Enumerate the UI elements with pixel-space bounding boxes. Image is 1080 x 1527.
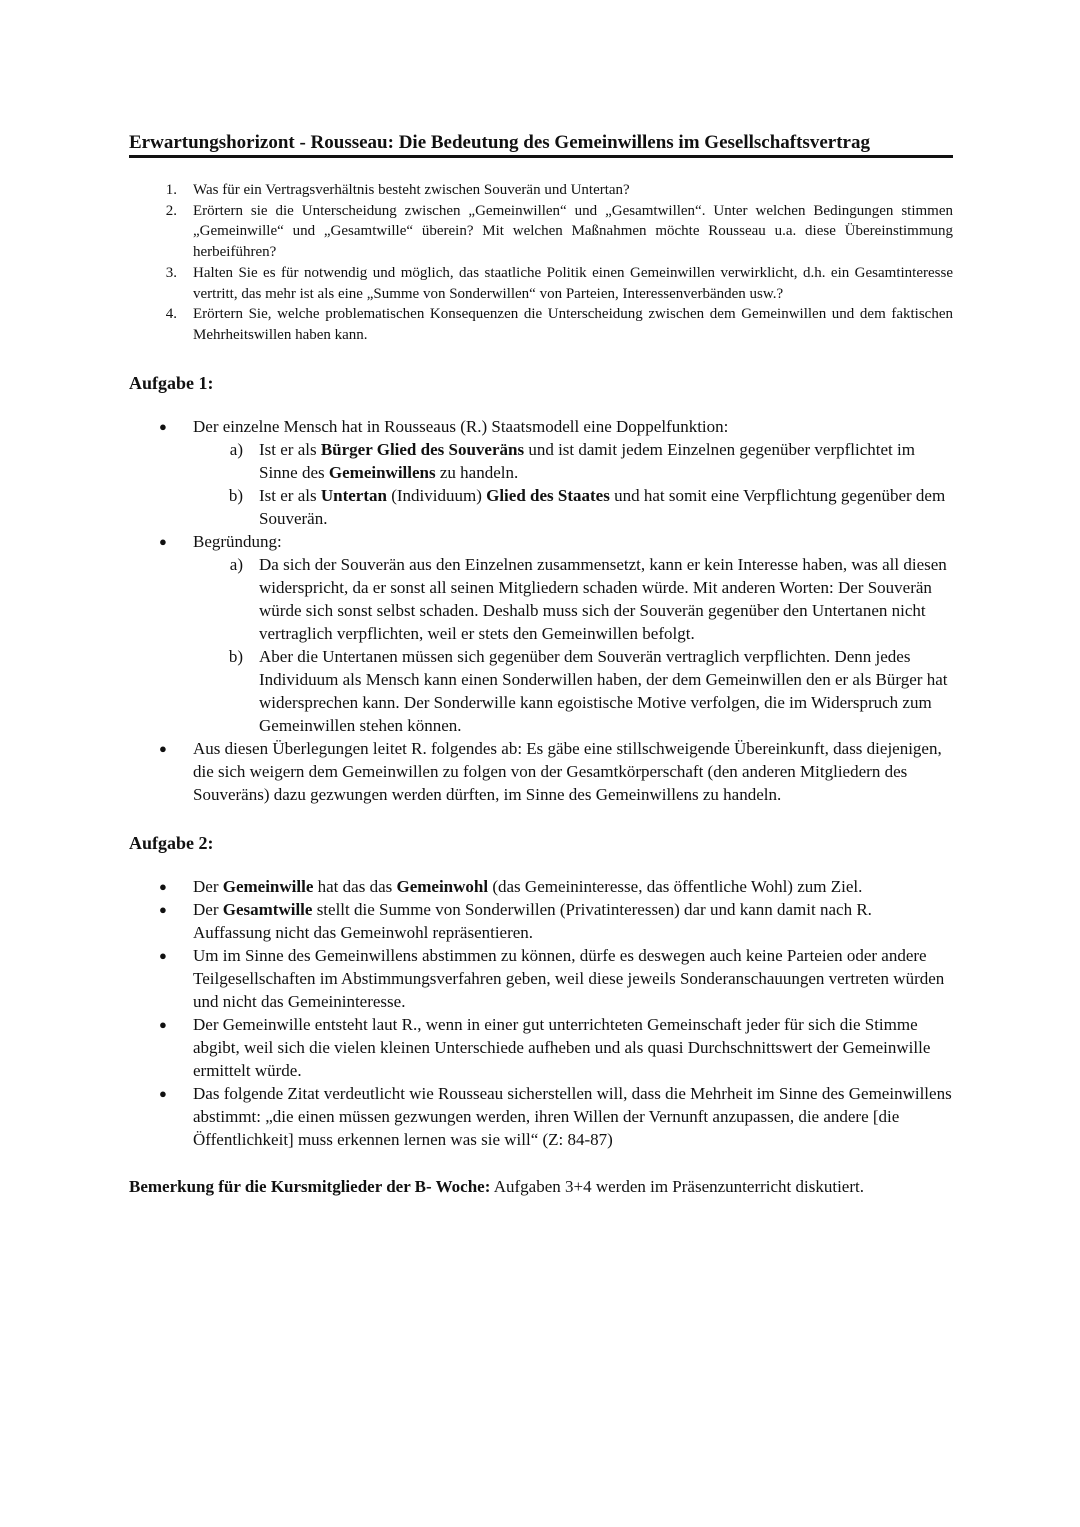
sub-item bbox=[193, 553, 953, 645]
question-item bbox=[129, 304, 953, 345]
document-page bbox=[129, 130, 953, 1198]
list-item bbox=[129, 415, 953, 530]
question-text: Was für ein Vertragsverhältnis besteht zwischen Souverän und Untertan? bbox=[193, 182, 630, 198]
question-text: Halten Sie es für notwendig und möglich, das staatliche Politik einen Gemeinwillen verwirklicht, d.h. ein Gesamtinteresse vertritt, das mehr ist als eine „Summe von Sonderwillen“ von Parteien, Interessenverbänden usw.? bbox=[193, 264, 953, 302]
bullet-icon: ● bbox=[159, 1085, 167, 1101]
text-run: hat das das bbox=[313, 876, 397, 896]
bullet-icon: ● bbox=[159, 533, 167, 549]
bold-term: Gesamtwille bbox=[222, 899, 313, 919]
sub-list bbox=[193, 553, 953, 737]
course-note bbox=[129, 1175, 953, 1198]
bullet-icon: ● bbox=[159, 901, 167, 917]
list-item bbox=[129, 875, 953, 898]
bullet-icon: ● bbox=[159, 418, 167, 434]
sub-item-text: Da sich der Souverän aus den Einzelnen zusammensetzt, kann er kein Interesse haben, was all diesen widerspricht, da er sonst all seinen Mitgliedern schaden würde. Mit anderen Worten: Der Souverän würde sich sonst selbst schaden. Deshalb muss sich der Souverän gegenüber den Untertanen nicht vertraglich verpflichten, weil er stets den Gemeinwillen befolgt. bbox=[259, 554, 947, 643]
bold-term: Gemeinwille bbox=[222, 876, 314, 896]
question-text: Erörtern Sie, welche problematischen Konsequenzen die Unterscheidung zwischen dem Gemeinwillen und dem faktischen Mehrheitswillen haben kann. bbox=[193, 306, 953, 343]
section-heading-aufgabe-2: Aufgabe 2: bbox=[129, 832, 214, 853]
sub-item bbox=[193, 645, 953, 737]
text-run: (Individuum) bbox=[386, 485, 487, 505]
list-item-text: Aus diesen Überlegungen leitet R. folgendes ab: Es gäbe eine stillschweigende Übereinkunft, dass diejenigen, die sich weigern dem Gemeinwillen zu folgen von der Gesamtkörperschaft (den anderen Mitgliedern des Souveräns) dazu gezwungen werden dürften, im Sinne des Gemeinwillens zu handeln. bbox=[193, 738, 942, 804]
question-number: 3. bbox=[165, 264, 177, 281]
text-run: Der bbox=[193, 876, 223, 896]
list-item bbox=[129, 898, 953, 944]
text-run: zu handeln. bbox=[435, 462, 519, 482]
bullet-icon: ● bbox=[159, 1016, 167, 1032]
list-item-text: Der Gemeinwille entsteht laut R., wenn in einer gut unterrichteten Gemeinschaft jeder für sich die Stimme abgibt, weil sich die vielen kleinen Unterschiede aufheben und als quasi Durchschnittswert der Gemeinwille ermittelt würde. bbox=[193, 1014, 931, 1080]
list-item-text: Begründung: bbox=[193, 531, 282, 551]
text-run: und hat somit eine Verpflichtung gegenüber dem Souverän. bbox=[259, 485, 946, 528]
text-run: Ist er als bbox=[259, 485, 321, 505]
note-text: Aufgaben 3+4 werden im Präsenzunterricht diskutiert. bbox=[490, 1176, 864, 1196]
sub-item bbox=[193, 438, 953, 484]
sub-list bbox=[193, 438, 953, 530]
list-item-text: Um im Sinne des Gemeinwillens abstimmen zu können, dürfe es deswegen auch keine Parteien oder andere Teilgesellschaften im Abstimmungsverfahren geben, weil diese jeweils Sonderanschauungen vertreten würden und nicht das Gemeininteresse. bbox=[193, 945, 945, 1011]
list-item-text: Der einzelne Mensch hat in Rousseaus (R.) Staatsmodell eine Doppelfunktion: bbox=[193, 416, 729, 436]
question-item bbox=[129, 263, 953, 304]
aufgabe-2-list bbox=[129, 875, 953, 1151]
question-number: 2. bbox=[165, 202, 177, 219]
bold-term: Bürger Glied des Souveräns bbox=[320, 439, 525, 459]
text-run: Der bbox=[193, 899, 223, 919]
bullet-icon: ● bbox=[159, 740, 167, 756]
text-run: und ist damit jedem Einzelnen gegenüber verpflichtet im Sinne des bbox=[259, 439, 915, 482]
question-number: 4. bbox=[165, 306, 177, 323]
list-item bbox=[129, 944, 953, 1013]
question-text: Erörtern sie die Unterscheidung zwischen „Gemeinwillen“ und „Gesamtwillen“. Unter welchen Bedingungen stimmen „Gemeinwille“ und „Gesamtwille“ überein? Mit welchen Maßnahmen möchte Rousseau u.a. diese Übereinstimmung herbeiführen? bbox=[193, 202, 953, 261]
section-heading-aufgabe-1: Aufgabe 1: bbox=[129, 372, 214, 393]
sub-item-label: a) bbox=[229, 439, 243, 459]
list-item bbox=[129, 737, 953, 806]
list-item-text: Das folgende Zitat verdeutlicht wie Rousseau sicherstellen will, dass die Mehrheit im Sinne des Gemeinwillens abstimmt: „die einen müssen gezwungen werden, ihren Willen der Vernunft anzupassen, die andere [die Öffentlichkeit] muss erkennen lernen was sie will“ (Z: 84-87) bbox=[193, 1083, 952, 1149]
question-item bbox=[129, 201, 953, 263]
page-title: Erwartungshorizont - Rousseau: Die Bedeutung des Gemeinwillens im Gesellschaftsvertrag bbox=[129, 130, 953, 158]
bold-term: Untertan bbox=[320, 485, 387, 505]
aufgabe-1-list bbox=[129, 415, 953, 806]
sub-item bbox=[193, 484, 953, 530]
bullet-icon: ● bbox=[159, 878, 167, 894]
text-run: stellt die Summe von Sonderwillen (Privatinteressen) dar und kann damit nach R. Auffassung nicht das Gemeinwohl repräsentieren. bbox=[193, 899, 872, 942]
bold-term: Gemeinwillens bbox=[328, 462, 436, 482]
text-run: (das Gemeininteresse, das öffentliche Wohl) zum Ziel. bbox=[488, 876, 863, 896]
bold-term: Glied des Staates bbox=[486, 485, 610, 505]
sub-item-label: b) bbox=[228, 646, 243, 666]
question-item bbox=[129, 180, 953, 201]
question-number: 1. bbox=[165, 182, 177, 198]
sub-item-label: b) bbox=[228, 485, 243, 505]
bullet-icon: ● bbox=[159, 947, 167, 963]
text-run: Ist er als bbox=[259, 439, 321, 459]
note-label: Bemerkung für die Kursmitglieder der B- Woche: bbox=[129, 1176, 491, 1196]
bold-term: Gemeinwohl bbox=[396, 876, 489, 896]
list-item bbox=[129, 1082, 953, 1151]
sub-item-label: a) bbox=[229, 554, 243, 574]
question-list bbox=[129, 180, 953, 346]
list-item bbox=[129, 530, 953, 737]
sub-item-text: Aber die Untertanen müssen sich gegenüber dem Souverän vertraglich verpflichten. Denn jedes Individuum als Mensch kann einen Sonderwillen haben, der dem Gemeinwillen den er als Bürger hat widersprechen kann. Der Sonderwille kann egoistische Motive verfolgen, die im Widerspruch zum Gemeinwillen stehen können. bbox=[259, 646, 948, 735]
list-item bbox=[129, 1013, 953, 1082]
